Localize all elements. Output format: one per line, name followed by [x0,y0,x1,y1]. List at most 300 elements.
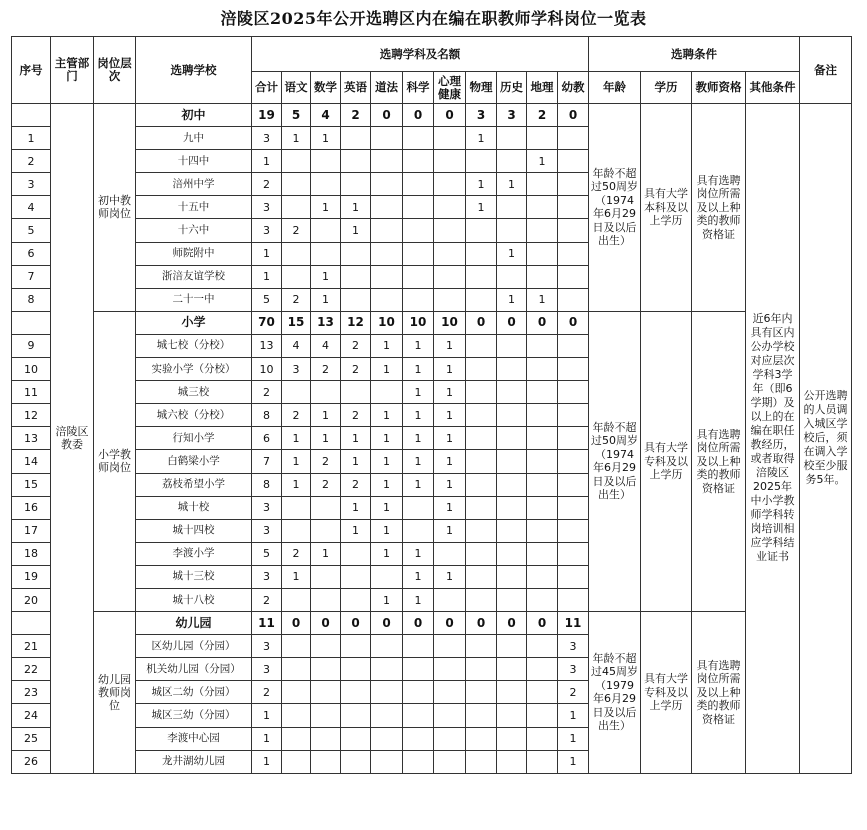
quota-cell: 7 [252,450,282,473]
header-subject: 合计 [252,72,282,104]
section-total: 19 [252,104,282,127]
header-condition: 学历 [641,72,692,104]
school-name: 十五中 [136,196,252,219]
header-seq: 序号 [12,37,51,104]
quota-cell [466,404,497,427]
certificate-condition: 具有选聘岗位所需及以上种类的教师资格证 [692,104,746,312]
quota-cell: 1 [434,496,466,519]
quota-cell [466,750,497,773]
quota-cell: 4 [282,334,311,357]
section-total: 5 [282,104,311,127]
quota-cell: 1 [252,265,282,288]
quota-cell [558,519,589,542]
quota-cell [371,265,403,288]
quota-cell [527,219,558,242]
quota-cell [558,565,589,588]
quota-cell [466,681,497,704]
section-total: 4 [311,104,341,127]
quota-cell [558,219,589,242]
quota-cell [371,704,403,727]
quota-cell: 2 [558,681,589,704]
quota-cell [434,173,466,196]
quota-cell: 2 [252,381,282,404]
school-name: 师院附中 [136,242,252,265]
row-seq: 5 [12,219,51,242]
quota-cell [466,219,497,242]
quota-cell [311,588,341,611]
quota-cell: 1 [434,519,466,542]
quota-cell [527,196,558,219]
quota-cell [311,242,341,265]
quota-cell [311,565,341,588]
row-seq: 1 [12,127,51,150]
quota-cell [527,404,558,427]
quota-cell: 1 [311,288,341,311]
quota-cell: 1 [282,450,311,473]
row-seq: 21 [12,635,51,658]
school-name: 机关幼儿园（分园） [136,658,252,681]
row-seq: 24 [12,704,51,727]
row-seq: 17 [12,519,51,542]
quota-cell: 2 [252,173,282,196]
quota-cell: 4 [311,334,341,357]
quota-cell [558,150,589,173]
row-seq: 18 [12,542,51,565]
quota-cell [497,588,527,611]
section-total: 0 [497,311,527,334]
quota-cell [434,658,466,681]
section-total: 0 [527,311,558,334]
quota-cell: 1 [434,450,466,473]
level-cell: 幼儿园教师岗位 [94,612,136,774]
quota-cell [282,265,311,288]
quota-cell [403,219,434,242]
quota-cell: 8 [252,404,282,427]
quota-cell [527,635,558,658]
quota-cell: 1 [466,173,497,196]
quota-cell: 1 [252,704,282,727]
header-subject: 科学 [403,72,434,104]
quota-cell [403,750,434,773]
quota-cell: 1 [341,496,371,519]
quota-cell: 1 [371,496,403,519]
quota-cell [311,173,341,196]
section-total: 15 [282,311,311,334]
quota-cell [341,588,371,611]
quota-cell: 2 [311,473,341,496]
school-name: 区幼儿园（分园） [136,635,252,658]
quota-cell [311,150,341,173]
quota-cell: 1 [371,450,403,473]
quota-cell [341,727,371,750]
row-seq: 4 [12,196,51,219]
quota-cell [434,727,466,750]
row-seq: 9 [12,334,51,357]
section-total: 0 [527,612,558,635]
quota-cell [497,404,527,427]
quota-cell [497,750,527,773]
quota-cell: 1 [558,727,589,750]
quota-cell: 2 [341,358,371,381]
section-total: 2 [341,104,371,127]
quota-cell: 1 [311,265,341,288]
quota-cell [371,727,403,750]
quota-cell [527,242,558,265]
quota-cell [341,565,371,588]
quota-cell [282,658,311,681]
quota-cell: 1 [282,427,311,450]
quota-cell [434,219,466,242]
quota-cell: 1 [403,427,434,450]
school-name: 十六中 [136,219,252,242]
row-seq: 12 [12,404,51,427]
school-name: 行知小学 [136,427,252,450]
section-total: 0 [466,612,497,635]
school-name: 城十八校 [136,588,252,611]
quota-cell [371,127,403,150]
section-total: 11 [252,612,282,635]
quota-cell: 13 [252,334,282,357]
level-cell: 初中教师岗位 [94,104,136,312]
row-seq: 11 [12,381,51,404]
quota-cell: 1 [371,542,403,565]
row-seq: 25 [12,727,51,750]
quota-cell [371,150,403,173]
quota-cell [403,727,434,750]
quota-cell: 1 [371,334,403,357]
section-total: 0 [497,612,527,635]
quota-cell: 1 [403,381,434,404]
header-condition: 其他条件 [746,72,800,104]
quota-cell [497,150,527,173]
quota-cell: 2 [282,542,311,565]
header-remark: 备注 [800,37,852,104]
quota-cell [371,219,403,242]
quota-cell [311,519,341,542]
quota-cell [527,542,558,565]
quota-cell [466,288,497,311]
quota-cell: 1 [527,150,558,173]
quota-cell [403,173,434,196]
quota-cell [466,704,497,727]
quota-cell [497,334,527,357]
quota-cell: 10 [252,358,282,381]
quota-cell: 3 [252,127,282,150]
school-name: 城区二幼（分园） [136,681,252,704]
quota-cell: 1 [466,127,497,150]
quota-cell [341,150,371,173]
quota-cell [466,473,497,496]
row-seq: 13 [12,427,51,450]
level-cell: 小学教师岗位 [94,311,136,611]
header-subject: 地理 [527,72,558,104]
quota-cell [466,519,497,542]
quota-cell [497,265,527,288]
quota-cell [527,473,558,496]
school-name: 李渡中心园 [136,727,252,750]
school-name: 城十三校 [136,565,252,588]
quota-cell [311,704,341,727]
quota-cell [371,381,403,404]
quota-cell [434,635,466,658]
quota-cell: 1 [558,750,589,773]
quota-cell: 1 [311,196,341,219]
quota-cell [527,496,558,519]
quota-cell [558,196,589,219]
section-total: 3 [466,104,497,127]
quota-cell [527,519,558,542]
quota-cell [434,127,466,150]
quota-cell [466,450,497,473]
quota-cell: 1 [252,750,282,773]
school-name: 城十四校 [136,519,252,542]
section-name: 小学 [136,311,252,334]
section-total: 0 [434,104,466,127]
quota-cell: 1 [282,565,311,588]
quota-cell: 1 [434,334,466,357]
quota-cell [282,150,311,173]
quota-cell: 3 [252,658,282,681]
other-condition: 近6年内具有区内公办学校对应层次学科3学年（即6学期）及以上的在编在职任教经历，或者取得涪陵区2025年中小学教师学科转岗培训相应学科结业证书 [746,104,800,774]
quota-cell [282,196,311,219]
quota-cell [497,427,527,450]
quota-cell [527,358,558,381]
education-condition: 具有大学专科及以上学历 [641,612,692,774]
quota-cell: 3 [252,219,282,242]
quota-cell: 1 [497,288,527,311]
quota-cell [341,242,371,265]
quota-cell [527,704,558,727]
quota-cell: 1 [434,565,466,588]
school-name: 白鹤梁小学 [136,450,252,473]
quota-cell [466,496,497,519]
quota-cell [527,450,558,473]
age-condition: 年龄不超过50周岁（1974年6月29日及以后出生） [589,311,641,611]
school-name: 城十校 [136,496,252,519]
quota-cell: 5 [252,542,282,565]
quota-cell [282,519,311,542]
quota-cell [527,588,558,611]
quota-cell: 1 [371,473,403,496]
quota-cell [434,588,466,611]
quota-cell [527,265,558,288]
quota-cell [434,265,466,288]
row-seq: 10 [12,358,51,381]
section-total: 0 [282,612,311,635]
header-level: 岗位层次 [94,37,136,104]
education-condition: 具有大学专科及以上学历 [641,311,692,611]
quota-cell: 1 [497,242,527,265]
quota-cell [341,542,371,565]
section-seq-empty [12,612,51,635]
quota-cell [558,473,589,496]
quota-cell [558,588,589,611]
section-total: 0 [371,612,403,635]
quota-cell [403,496,434,519]
quota-cell [434,750,466,773]
quota-cell [466,542,497,565]
section-total: 10 [371,311,403,334]
quota-cell: 2 [311,450,341,473]
quota-cell [466,265,497,288]
quota-cell: 1 [558,704,589,727]
quota-cell [311,658,341,681]
quota-cell: 2 [282,404,311,427]
quota-cell [558,358,589,381]
header-subject: 英语 [341,72,371,104]
quota-cell [403,242,434,265]
quota-cell [466,658,497,681]
quota-cell [282,173,311,196]
row-seq: 8 [12,288,51,311]
row-seq: 2 [12,150,51,173]
header-conditions-group: 选聘条件 [589,37,800,72]
row-seq: 23 [12,681,51,704]
school-name: 城三校 [136,381,252,404]
quota-cell: 2 [282,288,311,311]
quota-cell [497,727,527,750]
row-seq: 16 [12,496,51,519]
quota-cell [434,150,466,173]
quota-cell: 1 [527,288,558,311]
section-seq-empty [12,311,51,334]
row-seq: 6 [12,242,51,265]
header-condition: 教师资格 [692,72,746,104]
quota-cell: 2 [341,334,371,357]
quota-cell [558,381,589,404]
quota-cell [497,519,527,542]
quota-cell [371,242,403,265]
quota-cell: 1 [371,404,403,427]
quota-cell [371,750,403,773]
quota-cell [558,427,589,450]
quota-cell: 1 [434,358,466,381]
quota-cell [466,334,497,357]
quota-cell [527,334,558,357]
section-total: 0 [371,104,403,127]
quota-cell [311,496,341,519]
quota-cell [371,658,403,681]
quota-cell [371,681,403,704]
quota-cell [282,727,311,750]
quota-cell: 1 [311,127,341,150]
section-total: 0 [341,612,371,635]
quota-cell: 1 [403,565,434,588]
quota-cell: 5 [252,288,282,311]
quota-cell [527,427,558,450]
quota-cell [558,542,589,565]
quota-cell [403,127,434,150]
department-cell: 涪陵区教委 [51,104,94,774]
quota-cell: 1 [341,219,371,242]
age-condition: 年龄不超过50周岁（1974年6月29日及以后出生） [589,104,641,312]
quota-cell: 1 [341,427,371,450]
quota-cell [341,265,371,288]
section-name: 初中 [136,104,252,127]
school-name: 城七校（分校） [136,334,252,357]
quota-cell [558,265,589,288]
quota-cell [371,288,403,311]
quota-cell: 3 [252,196,282,219]
quota-cell [497,704,527,727]
section-total: 11 [558,612,589,635]
header-subject: 心理健康 [434,72,466,104]
school-name: 城六校（分校） [136,404,252,427]
quota-cell: 1 [371,427,403,450]
quota-cell [497,127,527,150]
quota-cell [341,381,371,404]
quota-cell [341,288,371,311]
quota-cell [371,173,403,196]
section-total: 0 [403,612,434,635]
row-seq: 26 [12,750,51,773]
quota-cell: 1 [403,473,434,496]
quota-cell [527,727,558,750]
quota-cell [341,681,371,704]
quota-cell: 1 [371,358,403,381]
quota-cell [497,358,527,381]
header-subject: 幼教 [558,72,589,104]
quota-cell [527,750,558,773]
school-name: 城区三幼（分园） [136,704,252,727]
quota-cell [341,750,371,773]
quota-cell: 2 [341,404,371,427]
school-name: 李渡小学 [136,542,252,565]
quota-cell [434,242,466,265]
header-school: 选聘学校 [136,37,252,104]
header-dept: 主管部门 [51,37,94,104]
quota-cell [466,565,497,588]
quota-cell [558,242,589,265]
row-seq: 15 [12,473,51,496]
school-name: 实验小学（分校） [136,358,252,381]
quota-cell [311,219,341,242]
quota-cell [282,750,311,773]
quota-cell [497,196,527,219]
quota-cell [527,681,558,704]
quota-cell: 1 [403,358,434,381]
quota-cell [434,681,466,704]
section-total: 10 [434,311,466,334]
quota-cell: 1 [403,450,434,473]
quota-cell [371,196,403,219]
quota-cell: 2 [252,681,282,704]
quota-cell: 1 [252,150,282,173]
quota-cell [497,496,527,519]
quota-cell [282,242,311,265]
quota-cell: 1 [252,242,282,265]
quota-cell: 8 [252,473,282,496]
quota-cell [497,658,527,681]
quota-cell [403,196,434,219]
quota-cell [403,265,434,288]
quota-cell [341,635,371,658]
quota-cell: 3 [252,519,282,542]
quota-cell [282,381,311,404]
quota-cell [466,242,497,265]
quota-cell [403,658,434,681]
quota-cell [497,635,527,658]
quota-cell: 1 [403,404,434,427]
section-total: 2 [527,104,558,127]
section-name: 幼儿园 [136,612,252,635]
quota-cell [341,658,371,681]
quota-cell [497,542,527,565]
quota-cell: 1 [434,473,466,496]
quota-cell: 3 [252,496,282,519]
remark-cell: 公开选聘的人员调入城区学校后，须在调入学校至少服务5年。 [800,104,852,774]
quota-cell [403,288,434,311]
